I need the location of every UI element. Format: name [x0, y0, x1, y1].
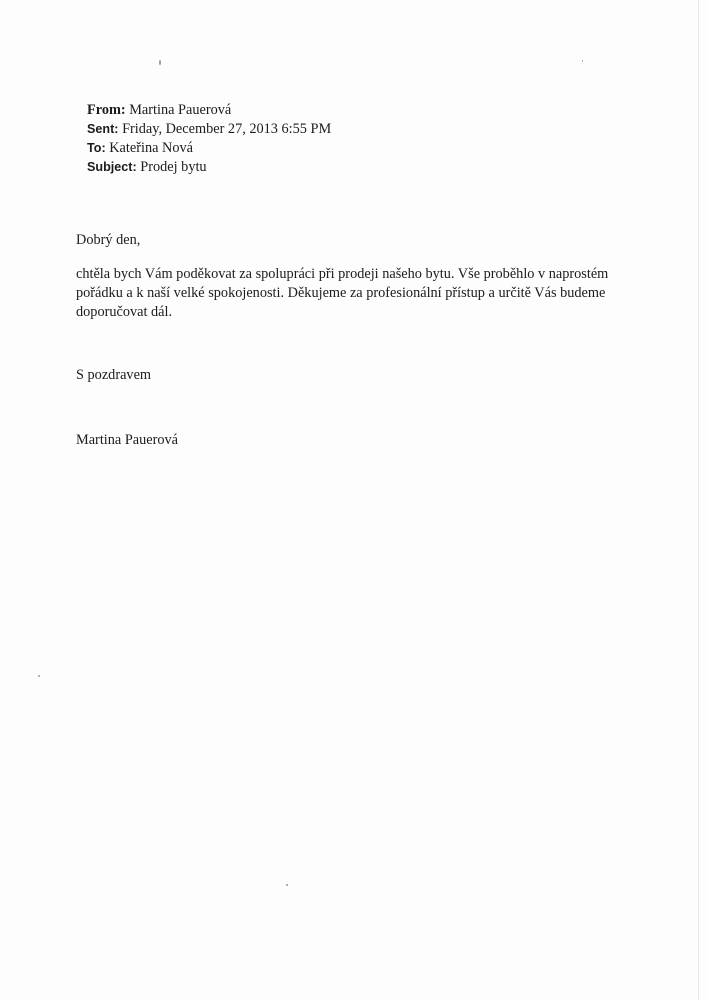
- scan-speck: [286, 884, 288, 886]
- sent-label: Sent:: [87, 122, 119, 136]
- subject-value: Prodej bytu: [140, 159, 207, 175]
- paragraph-line: pořádku a k naší velké spokojenosti. Děkujeme za profesionální přístup a určitě Vás budeme: [76, 285, 606, 301]
- subject-line: [87, 158, 587, 177]
- from-line: [87, 101, 587, 120]
- paragraph-line: doporučovat dál.: [76, 304, 173, 320]
- to-value: Kateřina Nová: [109, 140, 193, 156]
- sent-value: Friday, December 27, 2013 6:55 PM: [122, 121, 332, 137]
- to-line: [87, 139, 587, 158]
- email-signature: Martina Pauerová: [76, 432, 179, 448]
- email-paragraph: [76, 265, 636, 322]
- email-greeting: Dobrý den,: [76, 232, 141, 248]
- scan-speck: [159, 60, 161, 65]
- from-value: Martina Pauerová: [129, 102, 232, 118]
- email-header: [87, 101, 587, 177]
- paragraph-line: chtěla bych Vám poděkovat za spolupráci při prodeji našeho bytu. Vše proběhlo v naprostém: [76, 266, 609, 282]
- subject-label: Subject:: [87, 160, 137, 174]
- sent-line: [87, 120, 587, 139]
- page-edge-shadow: [698, 0, 699, 1000]
- from-label: From:: [87, 102, 126, 118]
- scan-speck: [582, 60, 583, 62]
- to-label: To:: [87, 141, 106, 155]
- scan-speck: [38, 675, 40, 677]
- email-closing: S pozdravem: [76, 367, 152, 383]
